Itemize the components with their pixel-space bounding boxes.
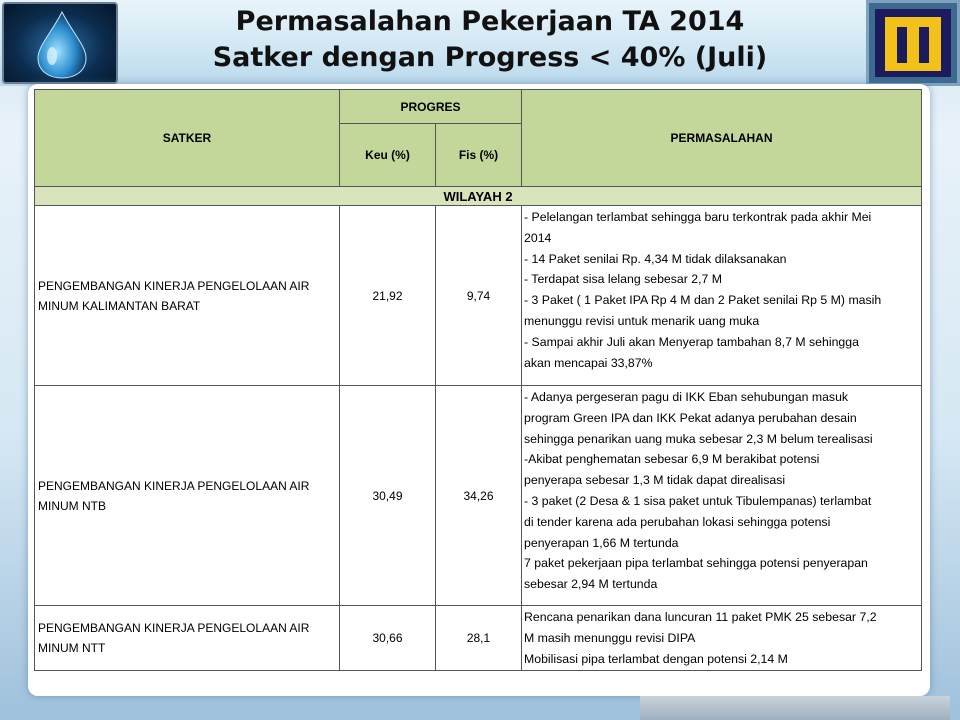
issue-line: - Pelelangan terlambat sehingga baru terkontrak pada akhir Mei bbox=[524, 210, 872, 224]
issue-line: M masih menunggu revisi DIPA bbox=[524, 630, 696, 645]
issue-line: - Terdapat sisa lelang sebesar 2,7 M bbox=[524, 272, 723, 287]
issue-line: di tender karena ada perubahan lokasi sehingga potensi bbox=[524, 514, 831, 529]
header-permasalahan: PERMASALAHAN bbox=[522, 90, 922, 187]
issue-line: sebesar 2,94 M tertunda bbox=[524, 577, 658, 592]
table-row bbox=[35, 206, 922, 386]
keu-value: 30,66 bbox=[340, 606, 436, 671]
satker-name-line: PENGEMBANGAN KINERJA PENGELOLAAN AIR bbox=[38, 278, 310, 293]
header-progres: PROGRES bbox=[340, 90, 522, 124]
issue-line: akan mencapai 33,87% bbox=[524, 355, 653, 370]
satker-cell bbox=[35, 386, 340, 606]
satker-name-line: MINUM NTB bbox=[38, 498, 106, 513]
issue-line: program Green IPA dan IKK Pekat adanya perubahan desain bbox=[524, 410, 857, 425]
issue-line: penyerapa sebesar 1,3 M tidak dapat direalisasi bbox=[524, 473, 786, 488]
keu-value: 21,92 bbox=[340, 206, 436, 386]
title-line-2: Satker dengan Progress < 40% (Juli) bbox=[212, 42, 768, 73]
fis-value: 28,1 bbox=[436, 606, 522, 671]
progress-problem-table bbox=[34, 89, 922, 671]
issue-line: penyerapan 1,66 M tertunda bbox=[524, 535, 679, 550]
section-wilayah: WILAYAH 2 bbox=[35, 187, 922, 206]
issue-line: -Akibat penghematan sebesar 6,9 M berakibat potensi bbox=[524, 452, 820, 467]
fis-value: 34,26 bbox=[436, 386, 522, 606]
issue-line: - Adanya pergeseran pagu di IKK Eban sehubungan masuk bbox=[524, 390, 849, 404]
satker-name-line: PENGEMBANGAN KINERJA PENGELOLAAN AIR bbox=[38, 478, 310, 493]
decorative-corner-tab bbox=[640, 696, 950, 720]
keu-value: 30,49 bbox=[340, 386, 436, 606]
header-keu: Keu (%) bbox=[340, 124, 436, 187]
pu-emblem-icon bbox=[875, 9, 951, 77]
issue-line: Mobilisasi pipa terlambat dengan potensi 2,14 M bbox=[524, 651, 788, 666]
page-title bbox=[130, 4, 850, 76]
table-row bbox=[35, 606, 922, 671]
water-drop-icon bbox=[32, 10, 92, 80]
satker-cell bbox=[35, 606, 340, 671]
title-line-1: Permasalahan Pekerjaan TA 2014 bbox=[235, 6, 745, 37]
satker-name-line: MINUM NTT bbox=[38, 641, 106, 656]
issue-line: - 3 Paket ( 1 Paket IPA Rp 4 M dan 2 Paket senilai Rp 5 M) masih bbox=[524, 293, 882, 308]
permasalahan-cell bbox=[522, 386, 922, 606]
header-fis: Fis (%) bbox=[436, 124, 522, 187]
permasalahan-cell bbox=[522, 606, 922, 671]
satker-name-line: PENGEMBANGAN KINERJA PENGELOLAAN AIR bbox=[38, 621, 310, 636]
satker-name-line: MINUM KALIMANTAN BARAT bbox=[38, 298, 201, 313]
satker-cell bbox=[35, 206, 340, 386]
table-row bbox=[35, 386, 922, 606]
issue-line: sehingga penarikan uang muka sebesar 2,3 M belum terealisasi bbox=[524, 431, 873, 446]
issue-line: 7 paket pekerjaan pipa terlambat sehingga potensi penyerapan bbox=[524, 556, 868, 571]
water-drop-logo bbox=[2, 2, 118, 84]
issue-line: 2014 bbox=[524, 230, 552, 245]
issue-line: menunggu revisi untuk menarik uang muka bbox=[524, 313, 760, 328]
issue-line: - 14 Paket senilai Rp. 4,34 M tidak dilaksanakan bbox=[524, 251, 787, 266]
fis-value: 9,74 bbox=[436, 206, 522, 386]
issue-line: - Sampai akhir Juli akan Menyerap tambahan 8,7 M sehingga bbox=[524, 334, 859, 349]
permasalahan-cell bbox=[522, 206, 922, 386]
issue-line: - 3 paket (2 Desa & 1 sisa paket untuk Tibulempanas) terlambat bbox=[524, 493, 872, 508]
ministry-logo bbox=[866, 0, 960, 86]
issue-line: Rencana penarikan dana luncuran 11 paket PMK 25 sebesar 7,2 bbox=[524, 610, 877, 624]
header-satker: SATKER bbox=[35, 90, 340, 187]
